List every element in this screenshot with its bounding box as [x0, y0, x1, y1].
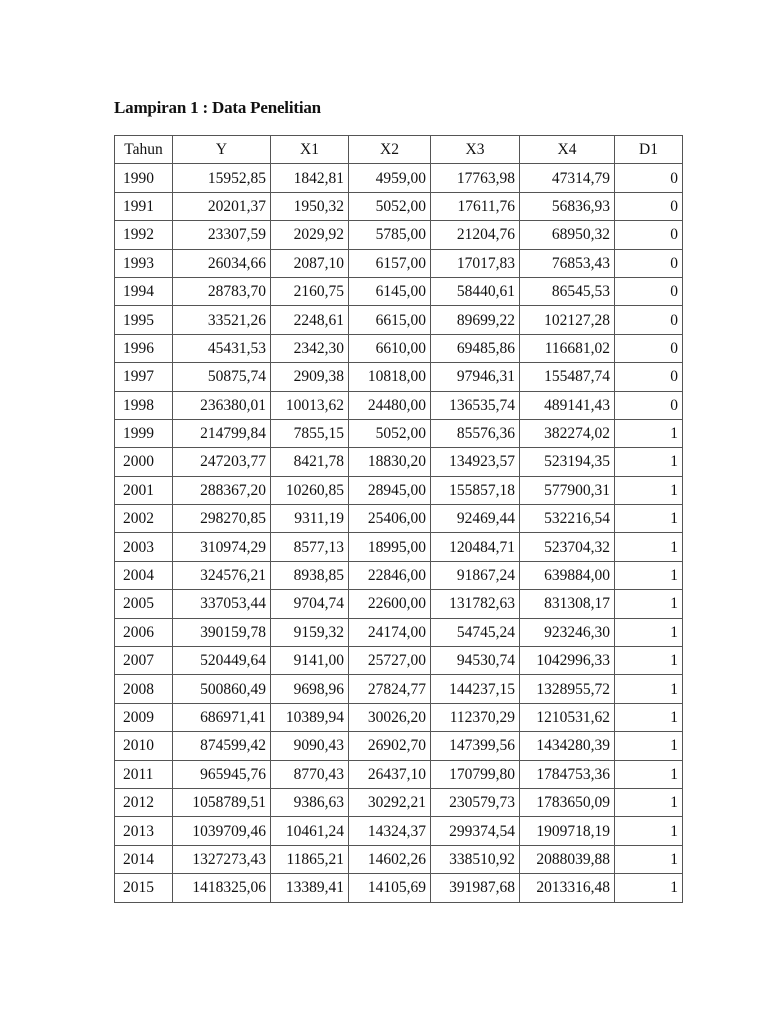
year-cell: 2001 [115, 476, 173, 504]
table-row [115, 732, 683, 760]
table-cell: 0 [615, 363, 683, 391]
table-cell: 112370,29 [431, 703, 520, 731]
table-cell: 1039709,46 [173, 817, 271, 845]
table-cell: 1950,32 [271, 192, 349, 220]
table-cell: 1 [615, 788, 683, 816]
table-cell: 2088039,88 [520, 845, 615, 873]
table-cell: 94530,74 [431, 647, 520, 675]
table-cell: 24480,00 [349, 391, 431, 419]
table-cell: 8421,78 [271, 448, 349, 476]
table-cell: 28945,00 [349, 476, 431, 504]
table-cell: 17017,83 [431, 249, 520, 277]
table-cell: 69485,86 [431, 334, 520, 362]
table-cell: 1 [615, 817, 683, 845]
table-cell: 8938,85 [271, 561, 349, 589]
column-header: D1 [615, 136, 683, 164]
table-cell: 10013,62 [271, 391, 349, 419]
year-cell: 2009 [115, 703, 173, 731]
table-cell: 2013316,48 [520, 874, 615, 902]
table-row [115, 476, 683, 504]
table-cell: 91867,24 [431, 561, 520, 589]
column-header: X1 [271, 136, 349, 164]
table-row [115, 505, 683, 533]
table-cell: 1 [615, 732, 683, 760]
table-cell: 22846,00 [349, 561, 431, 589]
table-cell: 1434280,39 [520, 732, 615, 760]
table-cell: 230579,73 [431, 788, 520, 816]
table-cell: 9311,19 [271, 505, 349, 533]
table-cell: 965945,76 [173, 760, 271, 788]
table-cell: 9704,74 [271, 590, 349, 618]
year-cell: 2012 [115, 788, 173, 816]
table-cell: 144237,15 [431, 675, 520, 703]
table-cell: 214799,84 [173, 419, 271, 447]
table-cell: 1 [615, 647, 683, 675]
table-row [115, 561, 683, 589]
table-cell: 0 [615, 164, 683, 192]
table-cell: 923246,30 [520, 618, 615, 646]
table-cell: 14105,69 [349, 874, 431, 902]
year-cell: 1991 [115, 192, 173, 220]
table-cell: 7855,15 [271, 419, 349, 447]
table-row [115, 703, 683, 731]
table-cell: 2087,10 [271, 249, 349, 277]
table-cell: 1 [615, 448, 683, 476]
table-row [115, 277, 683, 305]
table-header-row [115, 136, 683, 164]
table-row [115, 306, 683, 334]
column-header: Tahun [115, 136, 173, 164]
table-cell: 13389,41 [271, 874, 349, 902]
table-cell: 500860,49 [173, 675, 271, 703]
column-header: Y [173, 136, 271, 164]
table-cell: 1 [615, 618, 683, 646]
table-cell: 136535,74 [431, 391, 520, 419]
table-cell: 6610,00 [349, 334, 431, 362]
table-cell: 1 [615, 476, 683, 504]
table-cell: 85576,36 [431, 419, 520, 447]
table-cell: 92469,44 [431, 505, 520, 533]
year-cell: 1994 [115, 277, 173, 305]
table-cell: 50875,74 [173, 363, 271, 391]
table-cell: 22600,00 [349, 590, 431, 618]
table-cell: 0 [615, 192, 683, 220]
year-cell: 2008 [115, 675, 173, 703]
table-cell: 10260,85 [271, 476, 349, 504]
year-cell: 1999 [115, 419, 173, 447]
table-cell: 97946,31 [431, 363, 520, 391]
table-cell: 288367,20 [173, 476, 271, 504]
table-cell: 4959,00 [349, 164, 431, 192]
table-cell: 2248,61 [271, 306, 349, 334]
table-cell: 1783650,09 [520, 788, 615, 816]
table-cell: 54745,24 [431, 618, 520, 646]
table-cell: 1 [615, 505, 683, 533]
table-cell: 8577,13 [271, 533, 349, 561]
table-cell: 324576,21 [173, 561, 271, 589]
table-row [115, 760, 683, 788]
table-cell: 9386,63 [271, 788, 349, 816]
table-cell: 10461,24 [271, 817, 349, 845]
table-cell: 155487,74 [520, 363, 615, 391]
table-cell: 577900,31 [520, 476, 615, 504]
table-cell: 5052,00 [349, 419, 431, 447]
table-cell: 20201,37 [173, 192, 271, 220]
table-cell: 8770,43 [271, 760, 349, 788]
table-cell: 26902,70 [349, 732, 431, 760]
table-cell: 236380,01 [173, 391, 271, 419]
table-cell: 489141,43 [520, 391, 615, 419]
table-cell: 1 [615, 760, 683, 788]
table-cell: 5052,00 [349, 192, 431, 220]
table-cell: 391987,68 [431, 874, 520, 902]
table-cell: 686971,41 [173, 703, 271, 731]
table-cell: 9141,00 [271, 647, 349, 675]
table-row [115, 817, 683, 845]
table-cell: 1042996,33 [520, 647, 615, 675]
year-cell: 1995 [115, 306, 173, 334]
table-cell: 247203,77 [173, 448, 271, 476]
year-cell: 1996 [115, 334, 173, 362]
year-cell: 1998 [115, 391, 173, 419]
table-row [115, 874, 683, 902]
table-row [115, 192, 683, 220]
table-cell: 17763,98 [431, 164, 520, 192]
table-cell: 2029,92 [271, 221, 349, 249]
table-cell: 639884,00 [520, 561, 615, 589]
year-cell: 2015 [115, 874, 173, 902]
table-cell: 28783,70 [173, 277, 271, 305]
table-cell: 33521,26 [173, 306, 271, 334]
table-cell: 14602,26 [349, 845, 431, 873]
table-cell: 0 [615, 277, 683, 305]
table-row [115, 334, 683, 362]
table-cell: 76853,43 [520, 249, 615, 277]
table-cell: 1 [615, 874, 683, 902]
table-cell: 523194,35 [520, 448, 615, 476]
table-cell: 102127,28 [520, 306, 615, 334]
table-cell: 6145,00 [349, 277, 431, 305]
table-cell: 0 [615, 249, 683, 277]
year-cell: 2000 [115, 448, 173, 476]
page-title: Lampiran 1 : Data Penelitian [114, 98, 321, 117]
table-cell: 9698,96 [271, 675, 349, 703]
table-row [115, 845, 683, 873]
column-header: X3 [431, 136, 520, 164]
table-cell: 1 [615, 590, 683, 618]
table-cell: 298270,85 [173, 505, 271, 533]
table-cell: 23307,59 [173, 221, 271, 249]
table-cell: 56836,93 [520, 192, 615, 220]
table-cell: 30292,21 [349, 788, 431, 816]
table-cell: 17611,76 [431, 192, 520, 220]
year-cell: 2010 [115, 732, 173, 760]
table-cell: 120484,71 [431, 533, 520, 561]
year-cell: 2003 [115, 533, 173, 561]
table-cell: 0 [615, 334, 683, 362]
table-row [115, 675, 683, 703]
table-cell: 25406,00 [349, 505, 431, 533]
year-cell: 2002 [115, 505, 173, 533]
table-row [115, 419, 683, 447]
year-cell: 2011 [115, 760, 173, 788]
year-cell: 2006 [115, 618, 173, 646]
table-cell: 6615,00 [349, 306, 431, 334]
table-cell: 26437,10 [349, 760, 431, 788]
table-cell: 1 [615, 703, 683, 731]
column-header: X4 [520, 136, 615, 164]
table-cell: 2342,30 [271, 334, 349, 362]
year-cell: 1997 [115, 363, 173, 391]
table-cell: 1327273,43 [173, 845, 271, 873]
table-cell: 131782,63 [431, 590, 520, 618]
table-cell: 11865,21 [271, 845, 349, 873]
table-cell: 15952,85 [173, 164, 271, 192]
table-cell: 147399,56 [431, 732, 520, 760]
table-cell: 14324,37 [349, 817, 431, 845]
table-cell: 134923,57 [431, 448, 520, 476]
table-cell: 10818,00 [349, 363, 431, 391]
table-cell: 338510,92 [431, 845, 520, 873]
table-row [115, 363, 683, 391]
table-cell: 337053,44 [173, 590, 271, 618]
table-cell: 874599,42 [173, 732, 271, 760]
year-cell: 1993 [115, 249, 173, 277]
table-cell: 520449,64 [173, 647, 271, 675]
table-cell: 1 [615, 845, 683, 873]
table-cell: 0 [615, 391, 683, 419]
table-cell: 26034,66 [173, 249, 271, 277]
table-cell: 1210531,62 [520, 703, 615, 731]
table-cell: 9159,32 [271, 618, 349, 646]
table-cell: 170799,80 [431, 760, 520, 788]
table-cell: 27824,77 [349, 675, 431, 703]
table-cell: 24174,00 [349, 618, 431, 646]
table-cell: 58440,61 [431, 277, 520, 305]
table-cell: 1842,81 [271, 164, 349, 192]
table-cell: 68950,32 [520, 221, 615, 249]
year-cell: 1990 [115, 164, 173, 192]
table-cell: 0 [615, 306, 683, 334]
table-body [115, 164, 683, 902]
table-cell: 1 [615, 675, 683, 703]
table-row [115, 249, 683, 277]
table-cell: 47314,79 [520, 164, 615, 192]
table-cell: 45431,53 [173, 334, 271, 362]
table-cell: 1 [615, 533, 683, 561]
table-row [115, 448, 683, 476]
table-cell: 18995,00 [349, 533, 431, 561]
table-cell: 299374,54 [431, 817, 520, 845]
table-row [115, 590, 683, 618]
year-cell: 2005 [115, 590, 173, 618]
table-row [115, 647, 683, 675]
year-cell: 2007 [115, 647, 173, 675]
table-cell: 155857,18 [431, 476, 520, 504]
table-cell: 86545,53 [520, 277, 615, 305]
table-cell: 21204,76 [431, 221, 520, 249]
table-cell: 532216,54 [520, 505, 615, 533]
table-row [115, 618, 683, 646]
table-row [115, 788, 683, 816]
table-cell: 1784753,36 [520, 760, 615, 788]
year-cell: 2014 [115, 845, 173, 873]
table-cell: 310974,29 [173, 533, 271, 561]
table-cell: 116681,02 [520, 334, 615, 362]
year-cell: 1992 [115, 221, 173, 249]
table-cell: 831308,17 [520, 590, 615, 618]
table-cell: 1328955,72 [520, 675, 615, 703]
table-cell: 0 [615, 221, 683, 249]
table-cell: 10389,94 [271, 703, 349, 731]
table-cell: 30026,20 [349, 703, 431, 731]
year-cell: 2004 [115, 561, 173, 589]
table-row [115, 391, 683, 419]
year-cell: 2013 [115, 817, 173, 845]
table-cell: 523704,32 [520, 533, 615, 561]
table-row [115, 164, 683, 192]
table-row [115, 221, 683, 249]
table-cell: 2160,75 [271, 277, 349, 305]
column-header: X2 [349, 136, 431, 164]
table-cell: 89699,22 [431, 306, 520, 334]
table-cell: 1 [615, 561, 683, 589]
table-cell: 9090,43 [271, 732, 349, 760]
table-cell: 1058789,51 [173, 788, 271, 816]
table-cell: 2909,38 [271, 363, 349, 391]
table-cell: 25727,00 [349, 647, 431, 675]
table-cell: 18830,20 [349, 448, 431, 476]
research-data-table [114, 135, 683, 903]
table-cell: 382274,02 [520, 419, 615, 447]
table-cell: 6157,00 [349, 249, 431, 277]
table-cell: 390159,78 [173, 618, 271, 646]
table-cell: 1 [615, 419, 683, 447]
table-row [115, 533, 683, 561]
table-cell: 1418325,06 [173, 874, 271, 902]
table-cell: 1909718,19 [520, 817, 615, 845]
table-cell: 5785,00 [349, 221, 431, 249]
